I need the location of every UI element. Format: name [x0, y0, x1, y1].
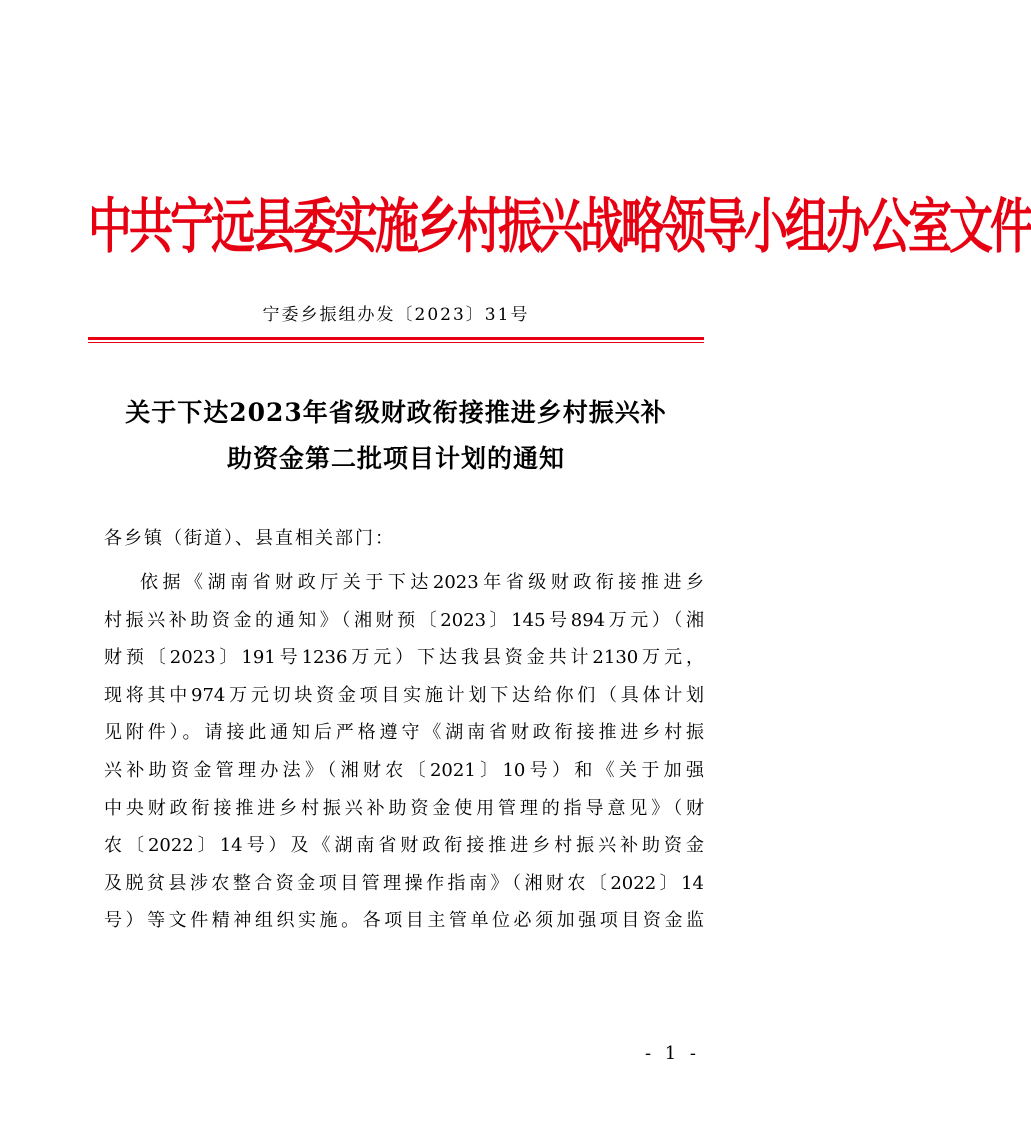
- header-red-rule-thin: [88, 342, 704, 343]
- document-title-line-2: 助资金第二批项目计划的通知: [226, 444, 565, 473]
- body-line: 兴补助资金管理办法》（湘财农〔2021〕10号）和《关于加强: [104, 759, 704, 781]
- document-title: [88, 390, 704, 482]
- body-line: 现将其中974万元切块资金项目实施计划下达给你们（具体计划: [104, 684, 704, 706]
- issuing-organization-header: 中共宁远县委实施乡村振兴战略领导小组办公室文件: [88, 192, 1031, 262]
- document-number: 宁委乡振组办发〔2023〕31号: [262, 305, 530, 325]
- body-line: 依据《湖南省财政厅关于下达2023年省级财政衔接推进乡: [140, 572, 704, 593]
- document-title-line-1: 关于下达2023年省级财政衔接推进乡村振兴补: [125, 398, 667, 427]
- body-line: 号）等文件精神组织实施。各项目主管单位必须加强项目资金监: [104, 910, 704, 932]
- body-line: 农〔2022〕14号）及《湖南省财政衔接推进乡村振兴补助资金: [104, 835, 704, 857]
- body-line: 及脱贫县涉农整合资金项目管理操作指南》（湘财农〔2022〕14: [104, 872, 704, 894]
- header-red-rule: [88, 337, 704, 340]
- body-line: 财预〔2023〕191号1236万元）下达我县资金共计2130万元，: [104, 647, 704, 669]
- body-line: 中央财政衔接推进乡村振兴补助资金使用管理的指导意见》（财: [104, 797, 704, 819]
- page-number: - 1 -: [644, 1043, 700, 1064]
- body-line: 见附件）。请接此通知后严格遵守《湖南省财政衔接推进乡村振: [104, 722, 704, 744]
- body-paragraph: [104, 564, 704, 940]
- body-line: 村振兴补助资金的通知》（湘财预〔2023〕145号894万元）（湘: [104, 609, 704, 631]
- salutation: 各乡镇（街道）、县直相关部门：: [104, 528, 395, 549]
